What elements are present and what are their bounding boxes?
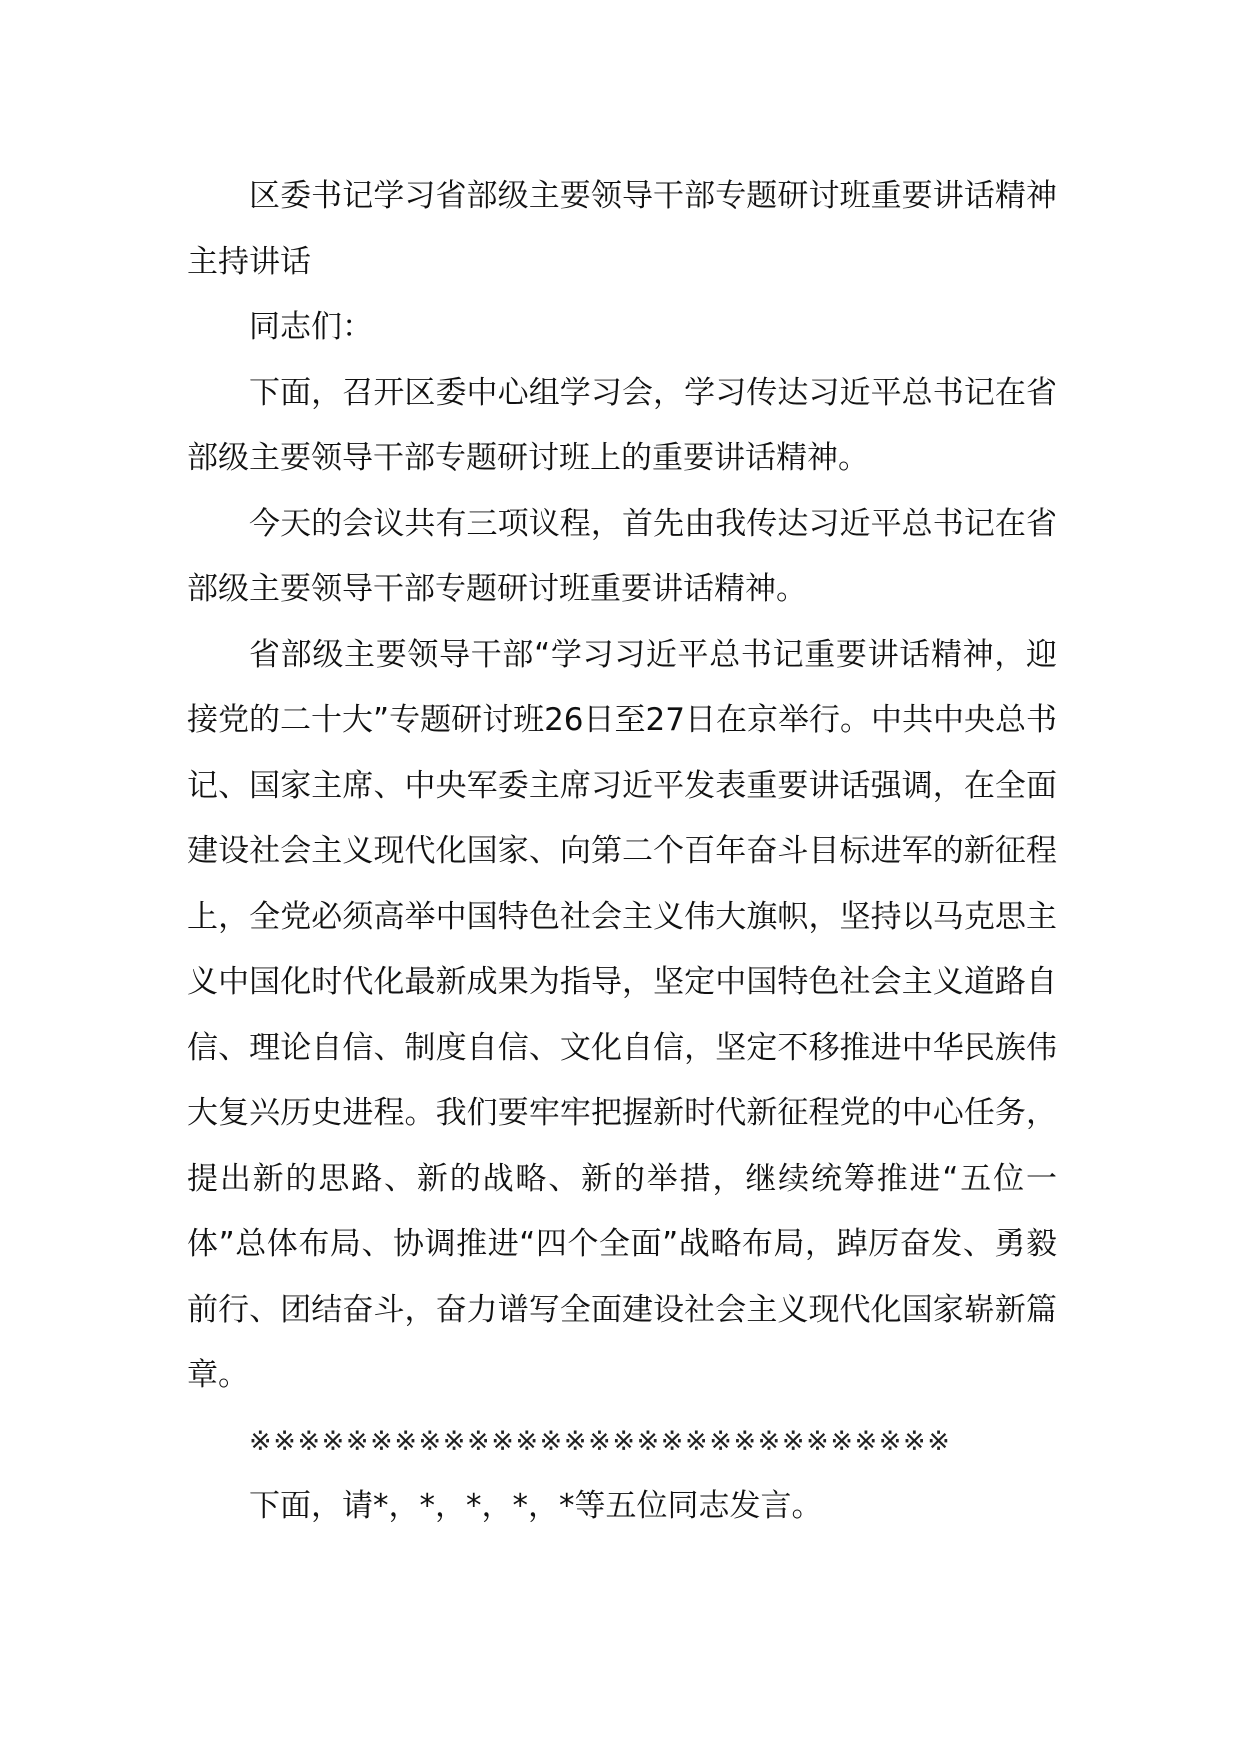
paragraph-main-content: 省部级主要领导干部“学习习近平总书记重要讲话精神，迎接党的二十大”专题研讨班26日至27日在京举行。中共中央总书记、国家主席、中央军委主席习近平发表重要讲话强调，在全面建设社会主义现代化国家、向第二个百年奋斗目标进军的新征程上，全党必须高举中国特色社会主义伟大旗帜，坚持以马克思主义中国化时代化最新成果为指导，坚定中国特色社会主义道路自信、理论自信、制度自信、文化自信，坚定不移推进中华民族伟大复兴历史进程。我们要牢牢把握新时代新征程党的中心任务，提出新的思路、新的战略、新的举措，继续统筹推进“五位一体”总体布局、协调推进“四个全面”战略布局，踔厉奋发、勇毅前行、团结奋斗，奋力谱写全面建设社会主义现代化国家崭新篇章。: [187, 636, 1057, 1393]
paragraph-speakers: 下面，请*，*，*，*，*等五位同志发言。: [249, 1488, 823, 1524]
document-body: [187, 164, 1057, 1540]
separator-symbols: ※※※※※※※※※※※※※※※※※※※※※※※※※※※※※: [249, 1425, 952, 1457]
paragraph-agenda: 今天的会议共有三项议程，首先由我传达习近平总书记在省部级主要领导干部专题研讨班重要讲话精神。: [187, 505, 1057, 607]
speech-title: 区委书记学习省部级主要领导干部专题研讨班重要讲话精神主持讲话: [187, 178, 1057, 280]
paragraph-opening: 下面，召开区委中心组学习会，学习传达习近平总书记在省部级主要领导干部专题研讨班上的重要讲话精神。: [187, 374, 1057, 476]
salutation: 同志们：: [249, 309, 373, 345]
